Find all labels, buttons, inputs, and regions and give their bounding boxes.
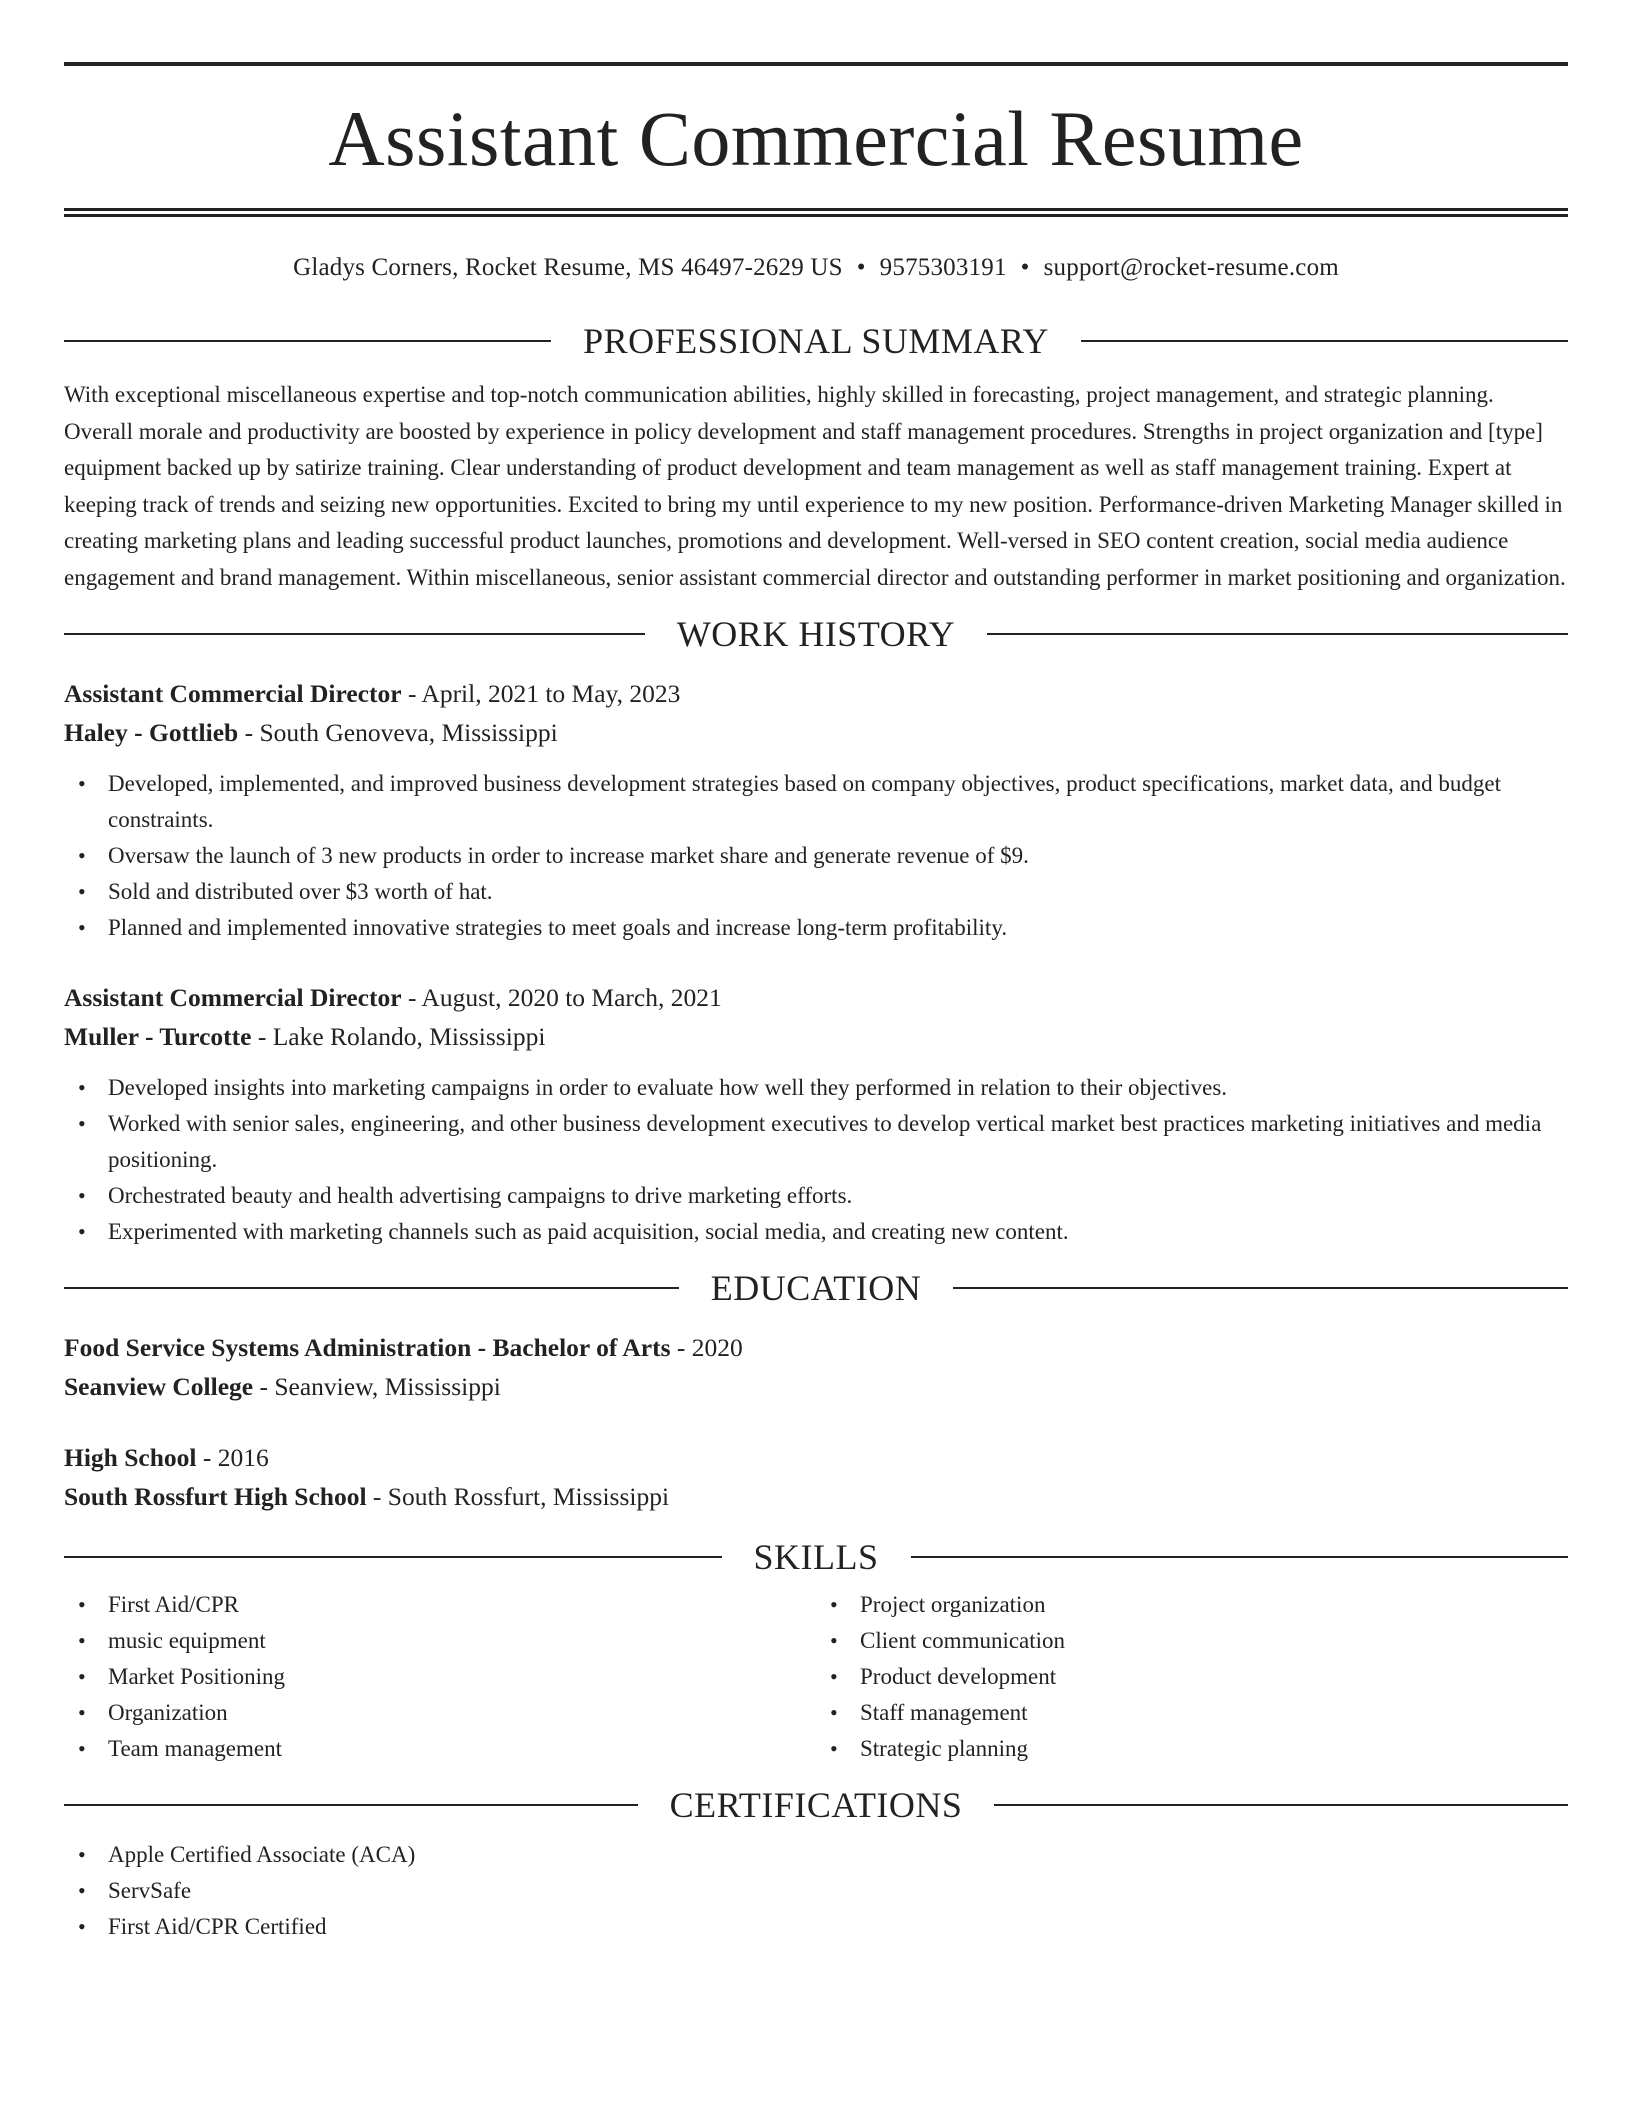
school-location: - Seanview, Mississippi <box>253 1372 501 1401</box>
job-company-line <box>64 1017 1568 1056</box>
job-location: - Lake Rolando, Mississippi <box>251 1022 546 1051</box>
job-title-line <box>64 674 1568 713</box>
job-title: Assistant Commercial Director <box>64 983 402 1012</box>
degree-year: - 2020 <box>670 1333 743 1362</box>
school-line <box>64 1367 1568 1406</box>
heading-rule <box>64 1804 638 1806</box>
section-heading-label: PROFESSIONAL SUMMARY <box>583 321 1049 361</box>
degree-line <box>64 1328 1568 1367</box>
section-heading-work-history <box>64 614 1568 654</box>
school: Seanview College <box>64 1372 254 1401</box>
title-block <box>64 0 1568 217</box>
heading-rule <box>64 340 551 342</box>
education-entry <box>64 1328 1568 1406</box>
job-bullets <box>64 766 1568 946</box>
list-item: • Developed insights into marketing campaigns in order to evaluate how well they performed in relation to their objectives. <box>64 1070 1568 1106</box>
page-title: Assistant Commercial Resume <box>328 95 1304 182</box>
list-item: • Market Positioning <box>64 1659 816 1695</box>
list-item: • Planned and implemented innovative strategies to meet goals and increase long-term profitability. <box>64 910 1568 946</box>
list-item: • Project organization <box>816 1587 1568 1623</box>
contact-phone: 9575303191 <box>879 254 1007 281</box>
degree-year: - 2016 <box>196 1443 269 1472</box>
list-item: • Experimented with marketing channels such as paid acquisition, social media, and creating new content. <box>64 1214 1568 1250</box>
skills-column-left <box>64 1587 816 1767</box>
skills-list <box>64 1587 1568 1767</box>
contact-separator: • <box>1020 254 1030 281</box>
heading-rule <box>911 1556 1569 1558</box>
section-heading-certifications <box>64 1785 1568 1825</box>
contact-line <box>64 254 1568 288</box>
list-item: • music equipment <box>64 1623 816 1659</box>
title-double-rule <box>64 208 1568 217</box>
heading-rule <box>953 1287 1568 1289</box>
degree: Food Service Systems Administration - Bachelor of Arts <box>64 1333 671 1362</box>
section-heading-label: WORK HISTORY <box>676 614 956 654</box>
job-company: Muller - Turcotte <box>64 1022 252 1051</box>
contact-email: support@rocket-resume.com <box>1043 254 1339 281</box>
job-entry <box>64 978 1568 1250</box>
education-entry <box>64 1438 1568 1516</box>
heading-rule <box>1081 340 1568 342</box>
list-item: • First Aid/CPR Certified <box>64 1909 1568 1945</box>
skills-column-right <box>816 1587 1568 1767</box>
job-dates: - August, 2020 to March, 2021 <box>401 983 722 1012</box>
heading-rule <box>987 633 1568 635</box>
section-heading-education <box>64 1268 1568 1308</box>
degree: High School <box>64 1443 197 1472</box>
school-line <box>64 1477 1568 1516</box>
contact-separator: • <box>856 254 866 281</box>
job-title: Assistant Commercial Director <box>64 679 402 708</box>
section-heading-summary <box>64 321 1568 361</box>
section-heading-skills <box>64 1537 1568 1577</box>
job-location: - South Genoveva, Mississippi <box>238 718 558 747</box>
list-item: • Team management <box>64 1731 816 1767</box>
list-item: • Orchestrated beauty and health advertising campaigns to drive marketing efforts. <box>64 1178 1568 1214</box>
degree-line <box>64 1438 1568 1477</box>
section-heading-label: CERTIFICATIONS <box>669 1785 963 1825</box>
job-title-line <box>64 978 1568 1017</box>
heading-rule <box>64 1287 679 1289</box>
list-item: • ServSafe <box>64 1873 1568 1909</box>
job-bullets <box>64 1070 1568 1250</box>
job-entry <box>64 674 1568 946</box>
list-item: • Product development <box>816 1659 1568 1695</box>
heading-rule <box>64 1556 722 1558</box>
school: South Rossfurt High School <box>64 1482 367 1511</box>
list-item: • Strategic planning <box>816 1731 1568 1767</box>
list-item: • Oversaw the launch of 3 new products in order to increase market share and generate revenue of $9. <box>64 838 1568 874</box>
job-dates: - April, 2021 to May, 2023 <box>401 679 681 708</box>
list-item: • Apple Certified Associate (ACA) <box>64 1837 1568 1873</box>
school-location: - South Rossfurt, Mississippi <box>366 1482 670 1511</box>
list-item: • Sold and distributed over $3 worth of hat. <box>64 874 1568 910</box>
certifications-list <box>64 1837 1568 1945</box>
list-item: • Developed, implemented, and improved business development strategies based on company objectives, product specifications, market data, and budget constraints. <box>64 766 1568 838</box>
list-item: • Staff management <box>816 1695 1568 1731</box>
list-item: • First Aid/CPR <box>64 1587 816 1623</box>
list-item: • Worked with senior sales, engineering, and other business development executives to develop vertical market best practices marketing initiatives and media positioning. <box>64 1106 1568 1178</box>
contact-address: Gladys Corners, Rocket Resume, MS 46497-2629 US <box>293 254 843 281</box>
job-company-line <box>64 713 1568 752</box>
heading-rule <box>994 1804 1568 1806</box>
heading-rule <box>64 633 645 635</box>
section-heading-label: EDUCATION <box>710 1268 922 1308</box>
list-item: • Organization <box>64 1695 816 1731</box>
section-heading-label: SKILLS <box>753 1537 879 1577</box>
summary-text: With exceptional miscellaneous expertise and top-notch communication abilities, highly skilled in forecasting, project management, and strategic planning. Overall morale and productivity are boosted by experience in policy development and staff management procedures. Strengths in project organization and [type] equipment backed up by satirize training. Clear understanding of product development and team management as well as staff management training. Expert at keeping track of trends and seizing new opportunities. Excited to bring my until experience to my new position. Performance-driven Marketing Manager skilled in creating marketing plans and leading successful product launches, promotions and development. Well-versed in SEO content creation, social media audience engagement and brand management. Within miscellaneous, senior assistant commercial director and outstanding performer in market positioning and organization. <box>64 382 1566 590</box>
list-item: • Client communication <box>816 1623 1568 1659</box>
job-company: Haley - Gottlieb <box>64 718 239 747</box>
